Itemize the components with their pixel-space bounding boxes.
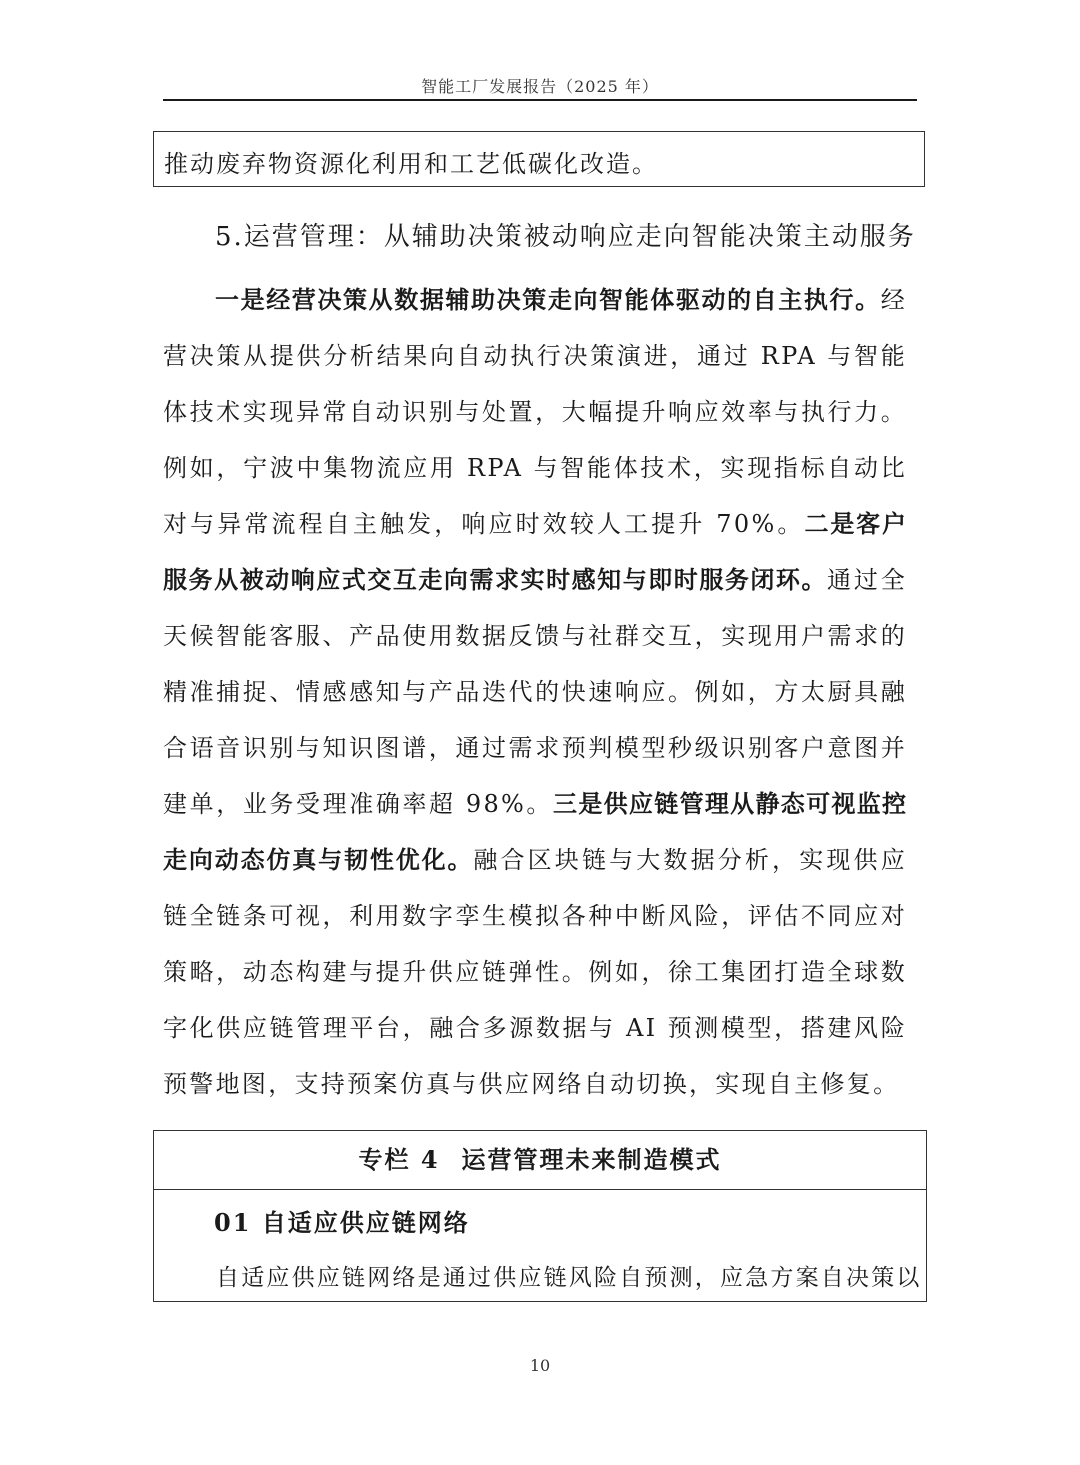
column-title: 运营管理未来制造模式	[461, 1145, 722, 1174]
body-text-1: 经营决策从提供分析结果向自动执行决策演进，通过 RPA 与智能体技术实现异常自动识别与处置，大幅提升响应效率与执行力。例如，宁波中集物流应用 RPA 与智能体技术，实现指标自动比对与异常流程自主触发，响应时效较人工提升 70%。	[163, 286, 907, 538]
page-header-title: 智能工厂发展报告（2025 年）	[421, 77, 659, 96]
column-item-heading: 01 自适应供应链网络	[214, 1208, 470, 1237]
body-text-2: 通过全天候智能客服、产品使用数据反馈与社群交互，实现用户需求的精准捕捉、情感感知与产品迭代的快速响应。例如，方太厨具融合语音识别与知识图谱，通过需求预判模型秒级识别客户意图并建单，业务受理准确率超 98%。	[163, 566, 907, 818]
lead-point-1: 一是经营决策从数据辅助决策走向智能体驱动的自主执行。	[215, 286, 881, 314]
column-label: 专栏 4	[358, 1145, 440, 1174]
body-paragraph	[163, 272, 907, 1112]
page-number: 10	[529, 1356, 551, 1375]
column-title-row	[154, 1131, 926, 1190]
lead-point-3: 三是供应链管理从静态可视监控走向动态仿真与韧性优化。	[163, 790, 908, 874]
body-text-3: 融合区块链与大数据分析，实现供应链全链条可视，利用数字孪生模拟各种中断风险，评估不同应对策略，动态构建与提升供应链弹性。例如，徐工集团打造全球数字化供应链管理平台，融合多源数据与 AI 预测模型，搭建风险预警地图，支持预案仿真与供应网络自动切换，实现自主修复。	[163, 846, 907, 1098]
section-heading: 5.运营管理：从辅助决策被动响应走向智能决策主动服务	[215, 222, 916, 252]
continued-box-text: 推动废弃物资源化利用和工艺低碳化改造。	[164, 150, 658, 178]
continued-box	[153, 131, 925, 187]
lead-point-2: 二是客户服务从被动响应式交互走向需求实时感知与即时服务闭环。	[163, 510, 907, 594]
column-item-body: 自适应供应链网络是通过供应链风险自预测，应急方案自决策以	[216, 1265, 922, 1291]
header-divider	[163, 99, 917, 101]
column-box	[153, 1130, 927, 1302]
